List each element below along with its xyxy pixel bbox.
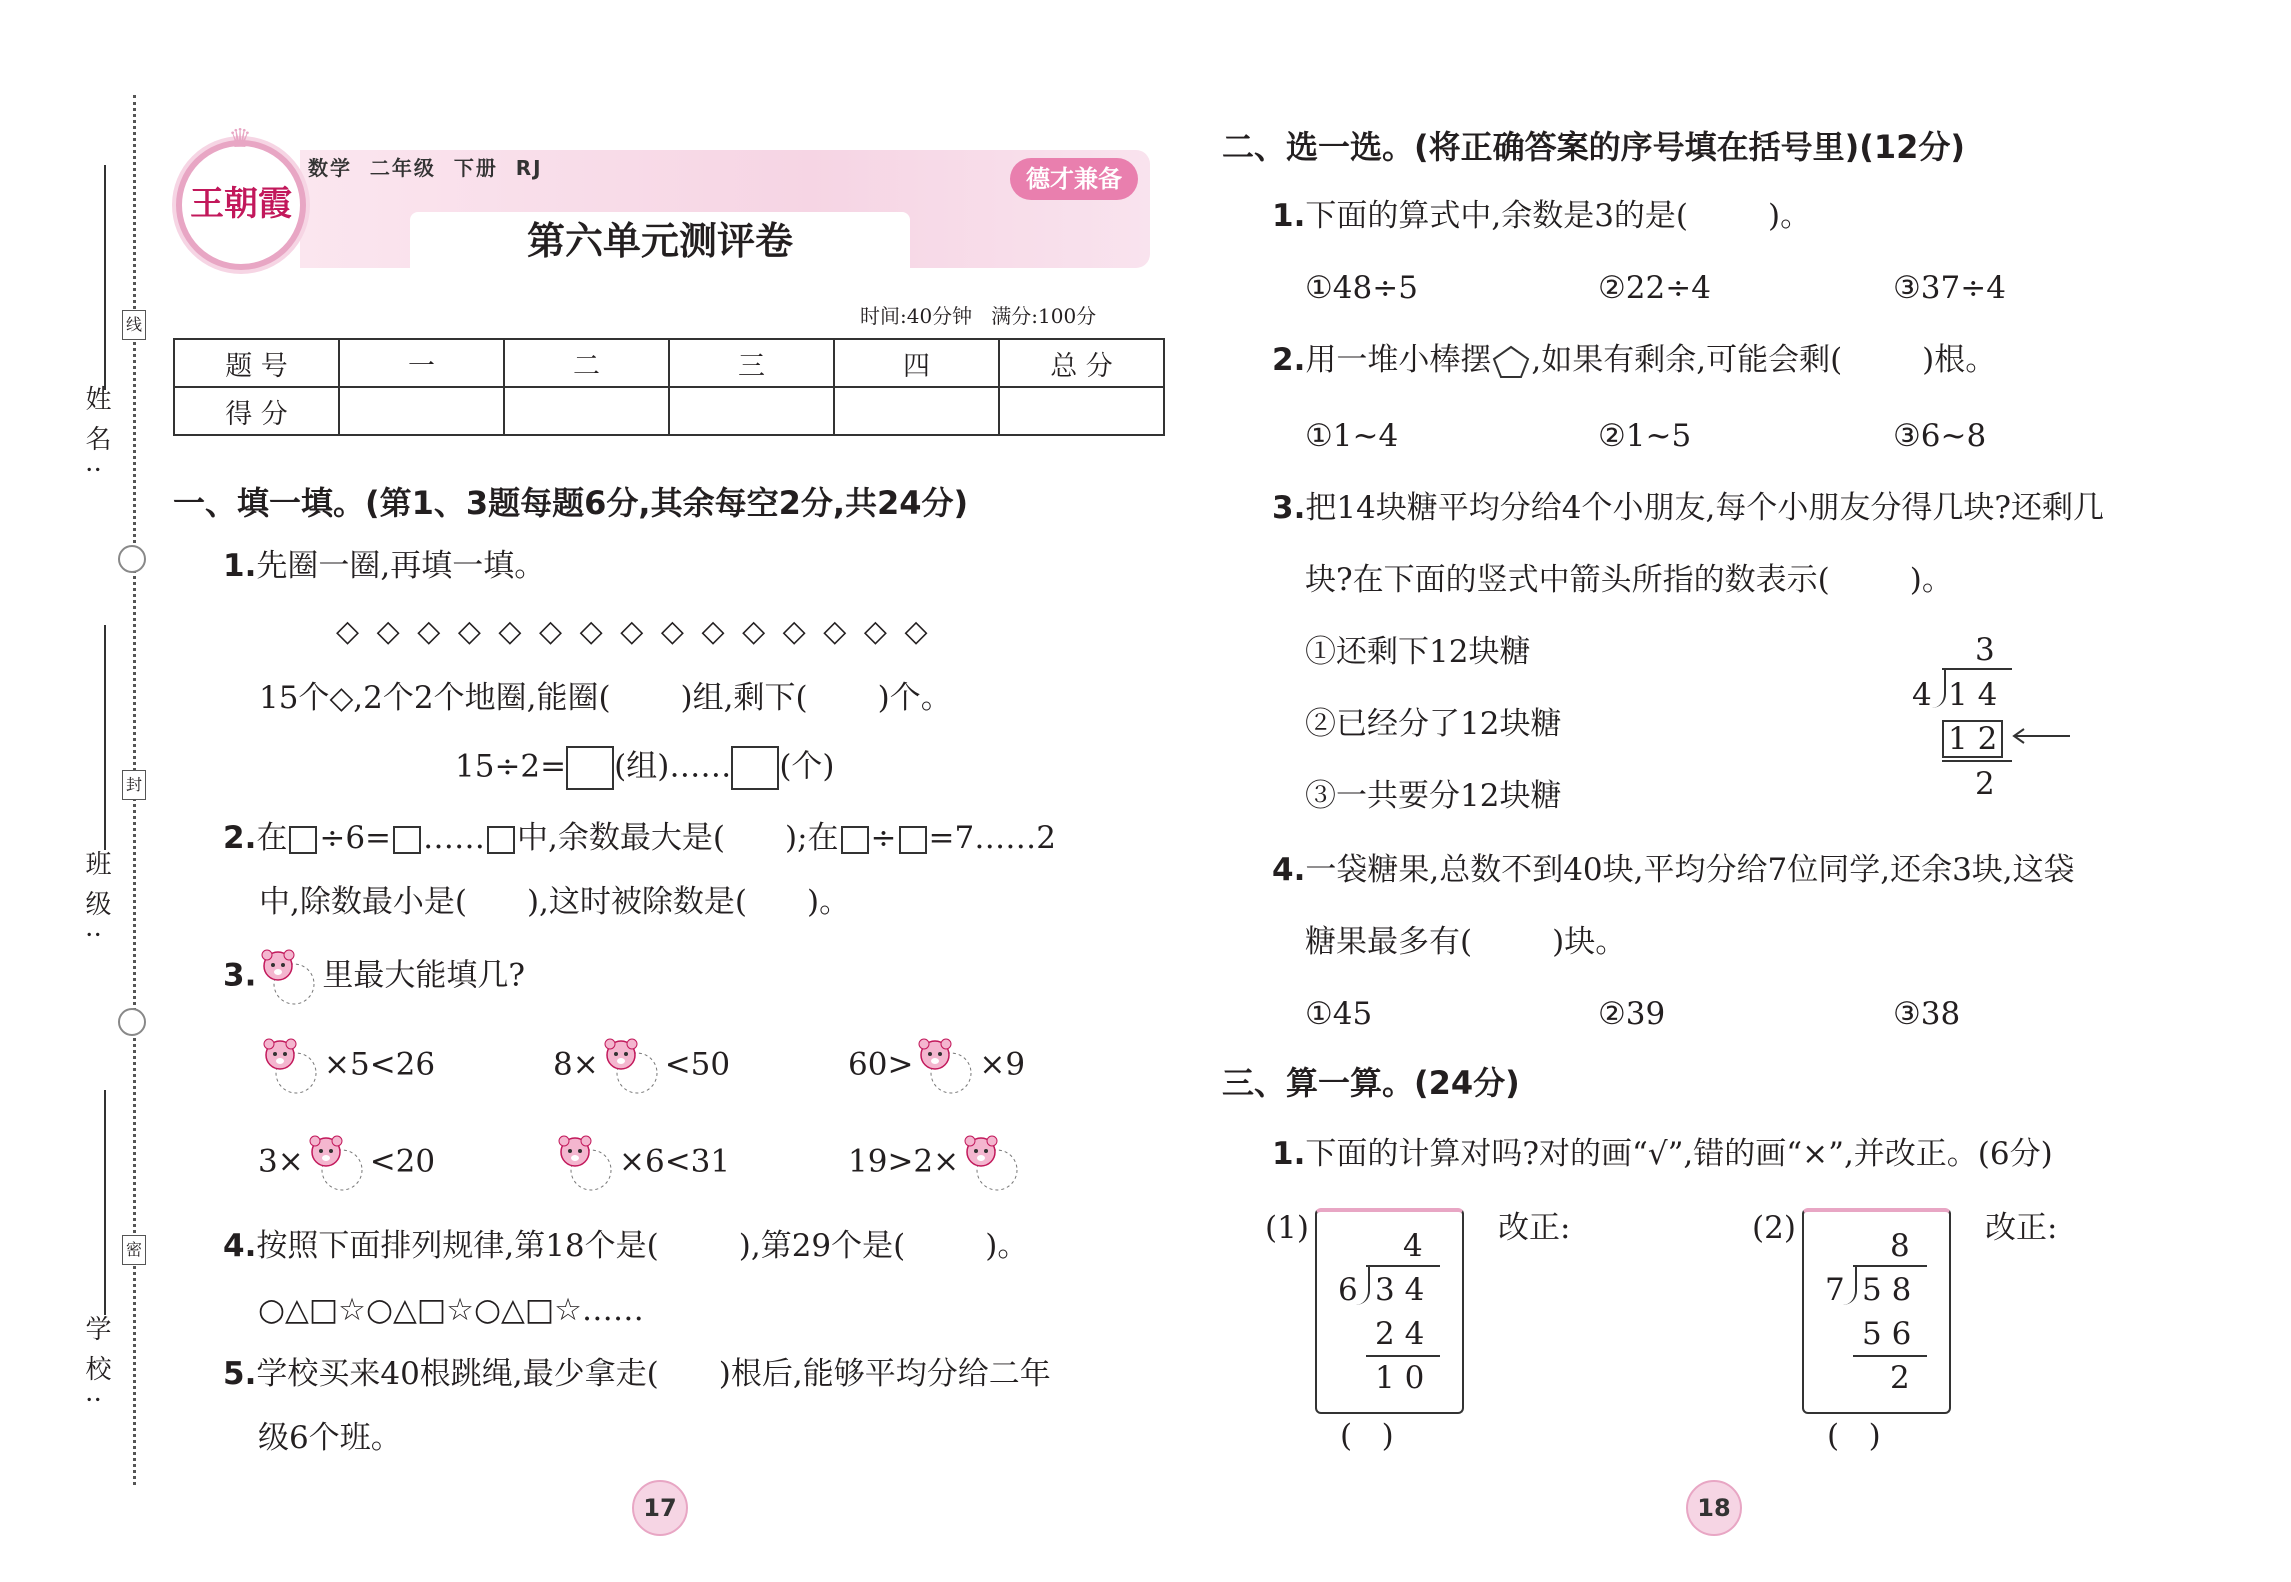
sec2-q2-option-2[interactable]: ②1~5 (1598, 418, 1692, 454)
item-label: (2) (1752, 1210, 1796, 1246)
name-label: 姓名: (81, 385, 111, 488)
score-table-header-row (174, 339, 1164, 387)
brand-logo (176, 124, 306, 270)
answer-box[interactable] (566, 746, 614, 790)
crown-icon: ♛ (228, 124, 252, 154)
sec2-q3-line1: 3.把14块糖平均分给4个小朋友,每个小朋友分得几块?还剩几 (1272, 490, 2105, 526)
class-label: 班级: (81, 850, 111, 953)
score-cell[interactable] (669, 387, 834, 435)
pentagon-icon (1491, 344, 1531, 380)
binding-char-seal: 封 (122, 770, 146, 800)
page-number-right: 18 (1686, 1480, 1742, 1536)
sec1-q1-prompt: 1.先圈一圈,再填一填。 (223, 548, 546, 584)
bear-icon[interactable] (258, 1035, 324, 1097)
sec3-q1-prompt: 1.下面的计算对吗?对的画“√”,错的画“×”,并改正。(6分) (1272, 1136, 2053, 1172)
item-label: (1) (1265, 1210, 1309, 1246)
sec1-q4-prompt: 4.按照下面排列规律,第18个是( ),第29个是( )。 (223, 1228, 1029, 1264)
sec2-q3-option-1[interactable]: ①还剩下12块糖 (1305, 634, 1531, 670)
division-product: 1 2 (1942, 720, 2003, 758)
division-divisor: 4 (1912, 677, 1932, 713)
sec2-q3-option-3[interactable]: ③一共要分12块糖 (1305, 778, 1562, 814)
school-write-line (104, 1090, 106, 1315)
sec2-q1-option-3[interactable]: ③37÷4 (1893, 270, 2006, 306)
division-product: 2 4 (1375, 1316, 1425, 1352)
section1-heading: 一、填一填。(第1、3题每题6分,其余每空2分,共24分) (173, 484, 969, 522)
section3-heading: 三、算一算。(24分) (1222, 1064, 1520, 1102)
calculation-card (1802, 1208, 1951, 1414)
sec2-q1-option-1[interactable]: ①48÷5 (1305, 270, 1418, 306)
school-label: 学校: (81, 1315, 111, 1418)
sec2-q1-option-2[interactable]: ②22÷4 (1598, 270, 1711, 306)
division-remainder: 2 (1890, 1360, 1910, 1396)
answer-box[interactable] (731, 746, 779, 790)
score-table (173, 338, 1165, 436)
bear-icon[interactable] (304, 1132, 370, 1194)
sec1-q3-item-3: 60> ×9 (848, 1035, 1025, 1097)
blank-square[interactable] (393, 826, 421, 854)
diamond-row: ◇ ◇ ◇ ◇ ◇ ◇ ◇ ◇ ◇ ◇ ◇ ◇ ◇ ◇ ◇ (336, 614, 932, 649)
bear-icon (256, 946, 322, 1008)
score-table-score-row (174, 387, 1164, 435)
bear-icon[interactable] (959, 1132, 1025, 1194)
division-remainder: 1 0 (1375, 1360, 1425, 1396)
sec2-q1-prompt: 1.下面的算式中,余数是3的是( )。 (1272, 198, 1812, 234)
division-dividend: 3 4 (1375, 1272, 1425, 1308)
judge-blank[interactable]: ( ) (1827, 1418, 1881, 1454)
sec1-q3-prompt: 3. 里最大能填几? (223, 946, 525, 1008)
division-quotient: 4 (1403, 1228, 1423, 1264)
blank-square[interactable] (289, 826, 317, 854)
binding-char-mi: 密 (122, 1235, 146, 1265)
score-header-cell: 题 号 (174, 339, 339, 387)
page-number-left: 17 (632, 1480, 688, 1536)
score-cell[interactable] (504, 387, 669, 435)
fix-label: 改正: (1498, 1210, 1571, 1246)
sec1-q1-equation: 15÷2= (组)…… (个) (455, 746, 835, 790)
class-write-line (104, 625, 106, 850)
sec1-q1-fill-line: 15个◇,2个2个地圈,能圈( )组,剩下( )个。 (259, 680, 952, 716)
score-header-cell: 总 分 (999, 339, 1164, 387)
blank-square[interactable] (841, 826, 869, 854)
sec2-q4-line1: 4.一袋糖果,总数不到40块,平均分给7位同学,还余3块,这袋 (1272, 852, 2075, 888)
score-header-cell: 二 (504, 339, 669, 387)
blank-square[interactable] (899, 826, 927, 854)
bear-icon[interactable] (553, 1132, 619, 1194)
division-dividend: 1 4 (1948, 677, 1998, 713)
sec2-q3-option-2[interactable]: ②已经分了12块糖 (1305, 706, 1562, 742)
sec1-q5-line1: 5.学校买来40根跳绳,最少拿走( )根后,能够平均分给二年 (223, 1356, 1051, 1392)
sec2-q4-option-1[interactable]: ①45 (1305, 996, 1373, 1032)
division-divisor: 7 (1825, 1272, 1845, 1308)
section2-heading: 二、选一选。(将正确答案的序号填在括号里)(12分) (1222, 128, 1966, 166)
score-header-cell: 一 (339, 339, 504, 387)
binding-hole (118, 545, 146, 573)
sec2-q3-line2: 块?在下面的竖式中箭头所指的数表示( )。 (1305, 562, 1953, 598)
arrow-left-icon (2010, 726, 2072, 746)
sec2-q2-prompt: 2.用一堆小棒摆 ,如果有剩余,可能会剩( )根。 (1272, 342, 1997, 378)
badge: 德才兼备 (1010, 158, 1138, 200)
sec2-q4-option-3[interactable]: ③38 (1893, 996, 1961, 1032)
blank-square[interactable] (487, 826, 515, 854)
division-dividend: 5 8 (1862, 1272, 1912, 1308)
score-cell[interactable] (999, 387, 1164, 435)
sec1-q2-line2: 中,除数最小是( ),这时被除数是( )。 (259, 884, 851, 920)
name-write-line (104, 165, 106, 390)
page-title: 第六单元测评卷 (526, 219, 793, 263)
sec1-q3-item-5: ×6<31 (553, 1132, 730, 1194)
bear-icon[interactable] (599, 1035, 665, 1097)
sec2-q2-option-1[interactable]: ①1~4 (1305, 418, 1399, 454)
sec2-q4-line2: 糖果最多有( )块。 (1305, 924, 1627, 960)
shape-pattern: ○△□☆○△□☆○△□☆…… (258, 1292, 644, 1328)
division-remainder: 2 (1975, 766, 1995, 802)
division-divisor: 6 (1338, 1272, 1358, 1308)
bear-icon[interactable] (913, 1035, 979, 1097)
sec1-q3-item-1: ×5<26 (258, 1035, 435, 1097)
score-cell[interactable] (834, 387, 999, 435)
division-quotient: 8 (1890, 1228, 1910, 1264)
binding-char-line: 线 (122, 310, 146, 340)
sec2-q2-option-3[interactable]: ③6~8 (1893, 418, 1987, 454)
division-quotient: 3 (1975, 632, 1995, 668)
sec2-q4-option-2[interactable]: ②39 (1598, 996, 1666, 1032)
score-cell[interactable] (339, 387, 504, 435)
sec1-q3-item-2: 8× <50 (553, 1035, 730, 1097)
fix-label: 改正: (1985, 1210, 2058, 1246)
sec1-q5-line2: 级6个班。 (258, 1420, 402, 1456)
judge-blank[interactable]: ( ) (1340, 1418, 1394, 1454)
sec1-q3-item-6: 19>2× (848, 1132, 1025, 1194)
score-header-cell: 三 (669, 339, 834, 387)
score-row-label: 得 分 (174, 387, 339, 435)
sec1-q2-line1: 2.在 ÷6= …… 中,余数最大是( );在 ÷ =7……2 (223, 820, 1056, 856)
division-product: 5 6 (1862, 1316, 1912, 1352)
binding-hole (118, 1008, 146, 1036)
brand-logo-text: 王朝霞 (190, 184, 292, 224)
subject-tagline: 数学 二年级 下册 RJ (308, 156, 543, 180)
sec1-q3-item-4: 3× <20 (258, 1132, 435, 1194)
time-info: 时间:40分钟 满分:100分 (860, 304, 1097, 328)
score-header-cell: 四 (834, 339, 999, 387)
